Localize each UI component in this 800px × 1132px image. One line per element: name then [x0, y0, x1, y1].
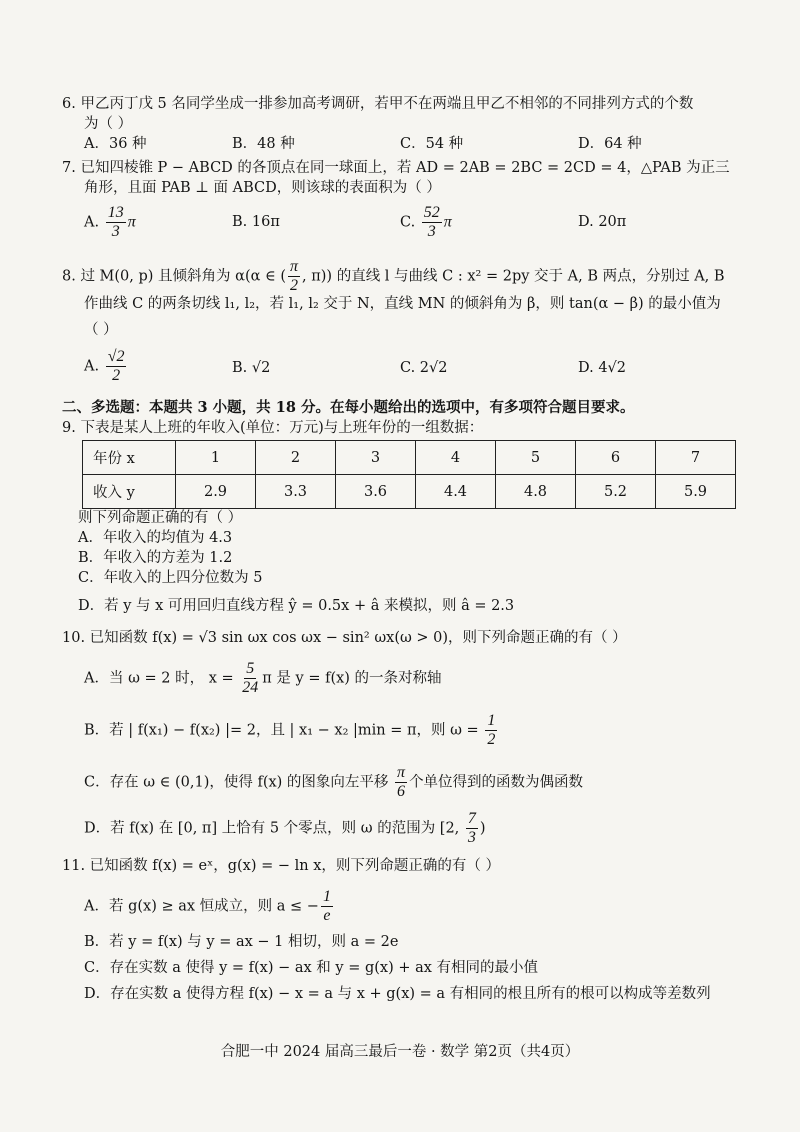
q8-pi-over-2: $\frac{\pi}{2}$ — [290, 258, 299, 294]
q10-option-d-fraction: $\frac{7}{3}$ — [467, 810, 476, 846]
table-cell: 4.8 — [496, 475, 576, 509]
q9-prompt: 则下列命题正确的有（ ） — [78, 510, 243, 526]
q8-text-cont: 作曲线 C 的两条切线 l₁, l₂，若 l₁, l₂ 交于 N，直线 MN 的倾斜角为 β，则 tan(α − β) 的最小值为 — [84, 296, 721, 312]
q7-text-cont: 角形，且面 PAB ⊥ 面 ABCD，则该球的表面积为（ ） — [84, 180, 441, 196]
table-cell: 2 — [256, 441, 336, 475]
q8-option-a-fraction: $\frac{√2}{2}$ — [107, 348, 125, 384]
q9-option-c: C．年收入的上四分位数为 5 — [78, 570, 263, 586]
q7-option-a: A. $\frac{13}{3}$ π — [84, 204, 136, 240]
q6-option-a: A．36 种 — [84, 136, 147, 152]
q11-text: 11. 已知函数 f(x) = eˣ，g(x) = − ln x，则下列命题正确的有（ ） — [62, 858, 501, 874]
q6-text: 6. 甲乙丙丁戊 5 名同学坐成一排参加高考调研，若甲不在两端且甲乙不相邻的不同排列方式的个数 — [62, 96, 694, 112]
q6-text-cont: 为（ ） — [84, 116, 133, 132]
q6-option-c: C．54 种 — [400, 136, 464, 152]
q11-option-b: B．若 y = f(x) 与 y = ax − 1 相切，则 a = 2e — [84, 934, 399, 950]
q9-option-b: B．年收入的方差为 1.2 — [78, 550, 233, 566]
q7-option-c: C. $\frac{52}{3}$ π — [400, 204, 452, 240]
table-cell: 7 — [656, 441, 736, 475]
q10-option-c-fraction: $\frac{\pi}{6}$ — [397, 764, 406, 800]
q7-option-d: D. 20π — [578, 214, 627, 230]
table-cell: 2.9 — [176, 475, 256, 509]
q11-option-a-fraction: $\frac{1}{e}$ — [322, 888, 331, 924]
table-cell: 5.2 — [576, 475, 656, 509]
q7-option-b: B. 16π — [232, 214, 280, 230]
table-cell: 4 — [416, 441, 496, 475]
q8-option-d: D. 4√2 — [578, 360, 627, 376]
table-cell: 3.6 — [336, 475, 416, 509]
q9-data-table — [82, 440, 736, 509]
q8-option-a: A. $\frac{√2}{2}$ — [84, 348, 125, 384]
q10-option-b-fraction: $\frac{1}{2}$ — [487, 712, 496, 748]
page-footer: 合肥一中 2024 届高三最后一卷 · 数学 第2页（共4页） — [220, 1044, 580, 1060]
q10-option-b: B．若 | f(x₁) − f(x₂) |= 2，且 | x₁ − x₂ |min = π，则 ω = $\frac{1}{2}$ — [84, 712, 496, 748]
q8-option-c: C. 2√2 — [400, 360, 448, 376]
q9-option-d: D．若 y 与 x 可用回归直线方程 ŷ = 0.5x + â 来模拟，则 â = 2.3 — [78, 598, 515, 614]
table-row-year — [83, 441, 736, 475]
table-cell: 5 — [496, 441, 576, 475]
q10-option-c: C．存在 ω ∈ (0,1)，使得 f(x) 的图象向左平移 $\frac{\pi}{6}$ 个单位得到的函数为偶函数 — [84, 764, 584, 800]
q8-text: 8. 过 M(0, p) 且倾斜角为 α(α ∈ ( $\frac{\pi}{2}$ , π)) 的直线 l 与曲线 C : x² = 2py 交于 A, B 两点，分别过 A, B — [62, 258, 725, 294]
q7-option-c-fraction: $\frac{52}{3}$ — [423, 204, 440, 240]
table-cell: 3 — [336, 441, 416, 475]
section-2-heading: 二、多选题：本题共 3 小题，共 18 分。在每小题给出的选项中，有多项符合题目要求。 — [62, 399, 635, 416]
table-cell: 1 — [176, 441, 256, 475]
q8-text-paren: （ ） — [84, 322, 118, 338]
table-cell: 6 — [576, 441, 656, 475]
q11-option-d: D．存在实数 a 使得方程 f(x) − x = a 与 x + g(x) = a 有相同的根且所有的根可以构成等差数列 — [84, 986, 711, 1002]
table-cell: 3.3 — [256, 475, 336, 509]
q10-option-d: D．若 f(x) 在 [0, π] 上恰有 5 个零点，则 ω 的范围为 [2, $\frac{7}{3}$ ) — [84, 810, 486, 846]
table-cell: 4.4 — [416, 475, 496, 509]
q10-text: 10. 已知函数 f(x) = √3 sin ωx cos ωx − sin² ωx(ω > 0)，则下列命题正确的有（ ） — [62, 630, 627, 646]
table-row-income — [83, 475, 736, 509]
table-header-income: 收入 y — [83, 475, 176, 509]
q6-option-d: D．64 种 — [578, 136, 642, 152]
q6-option-b: B．48 种 — [232, 136, 295, 152]
table-header-year: 年份 x — [83, 441, 176, 475]
q9-text: 9. 下表是某人上班的年收入(单位：万元)与上班年份的一组数据： — [62, 420, 484, 436]
q8-option-b: B. √2 — [232, 360, 271, 376]
q10-option-a: A．当 ω = 2 时， x = $\frac{5}{24}$ π 是 y = f(x) 的一条对称轴 — [84, 660, 442, 696]
q10-option-a-fraction: $\frac{5}{24}$ — [242, 660, 259, 696]
table-cell: 5.9 — [656, 475, 736, 509]
q11-option-c: C．存在实数 a 使得 y = f(x) − ax 和 y = g(x) + ax 有相同的最小值 — [84, 960, 539, 976]
q9-option-a: A．年收入的均值为 4.3 — [78, 530, 233, 546]
q7-option-a-fraction: $\frac{13}{3}$ — [107, 204, 124, 240]
q11-option-a: A．若 g(x) ≥ ax 恒成立，则 a ≤ − $\frac{1}{e}$ — [84, 888, 331, 924]
q7-text: 7. 已知四棱锥 P − ABCD 的各顶点在同一球面上，若 AD = 2AB = 2BC = 2CD = 4，△PAB 为正三 — [62, 160, 730, 176]
